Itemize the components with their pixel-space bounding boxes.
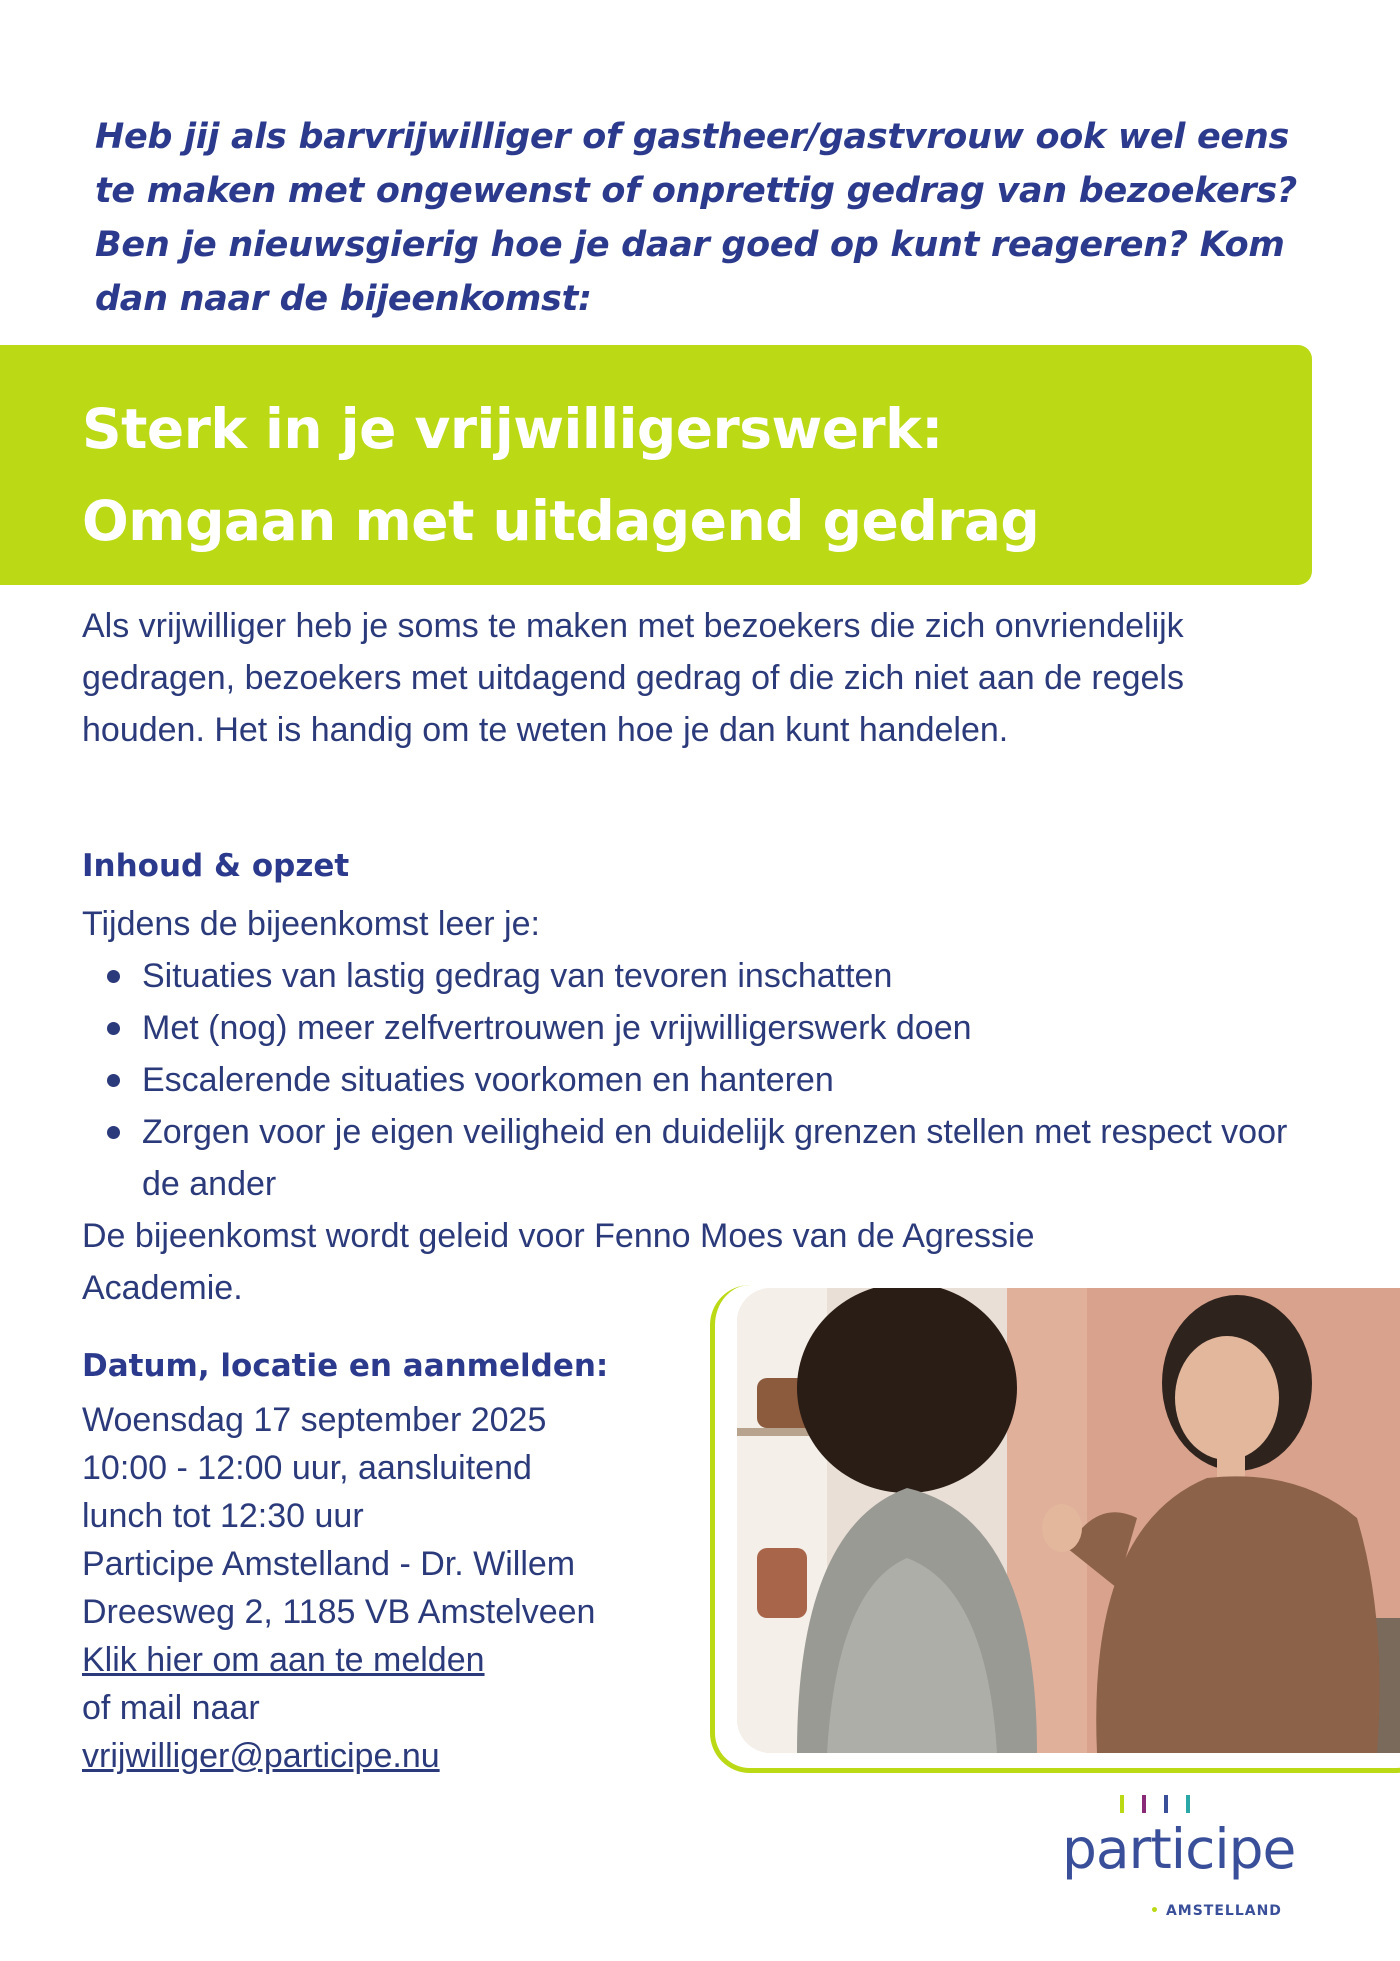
list-item [82, 1002, 1302, 1054]
photo-two-women-talking [737, 1288, 1400, 1753]
event-time-1: 10:00 - 12:00 uur, aansluitend [82, 1449, 532, 1487]
learning-list [82, 950, 1302, 1210]
logo-wordmark: participe [1062, 1817, 1296, 1881]
email-link[interactable]: vrijwilliger@participe.nu [82, 1737, 440, 1775]
intro-question: Heb jij als barvrijwilliger of gastheer/gastvrouw ook wel eens te maken met ongewenst of onprettig gedrag van bezoekers? Ben je nieuwsgierig hoe je daar goed op kunt reageren? Kom dan naar de bijeenkomst: [95, 117, 1297, 319]
inhoud-heading: Inhoud & opzet [82, 848, 350, 884]
logo-bars [1120, 1795, 1208, 1817]
datum-details [82, 1396, 742, 1780]
list-item-text: Escalerende situaties voorkomen en hanteren [142, 1061, 834, 1099]
logo-bar [1164, 1795, 1168, 1813]
event-location-2: Dreesweg 2, 1185 VB Amstelveen [82, 1593, 596, 1631]
list-item [82, 1106, 1302, 1210]
event-time-2: lunch tot 12:30 uur [82, 1497, 364, 1535]
bullet-icon [107, 1074, 120, 1087]
logo-subtitle: • AMSTELLAND [1150, 1903, 1282, 1919]
logo-subtitle-text: AMSTELLAND [1165, 1903, 1282, 1919]
bullet-icon [107, 1022, 120, 1035]
bullet-icon [107, 970, 120, 983]
mail-lead: of mail naar [82, 1689, 260, 1727]
list-item-text: Met (nog) meer zelfvertrouwen je vrijwilligerswerk doen [142, 1009, 972, 1047]
signup-link[interactable]: Klik hier om aan te melden [82, 1641, 485, 1679]
list-item-text: Situaties van lastig gedrag van tevoren inschatten [142, 957, 893, 995]
banner-title-line2: Omgaan met uitdagend gedrag [82, 489, 1040, 553]
logo-bar [1186, 1795, 1190, 1813]
event-location-1: Participe Amstelland - Dr. Willem [82, 1545, 576, 1583]
datum-heading: Datum, locatie en aanmelden: [82, 1348, 609, 1384]
logo-bar [1120, 1795, 1124, 1813]
logo-bar [1142, 1795, 1146, 1813]
intro-paragraph: Als vrijwilliger heb je soms te maken met bezoekers die zich onvriendelijk gedragen, bezoekers met uitdagend gedrag of die zich niet aan de regels houden. Het is handig om te weten hoe je dan kunt handelen. [82, 607, 1184, 749]
event-date: Woensdag 17 september 2025 [82, 1401, 547, 1439]
inhoud-lead: Tijdens de bijeenkomst leer je: [82, 905, 540, 943]
facilitator-note: De bijeenkomst wordt geleid voor Fenno Moes van de Agressie Academie. [82, 1217, 1035, 1307]
bullet-icon [107, 1126, 120, 1139]
list-item [82, 1054, 1302, 1106]
banner-title-line1: Sterk in je vrijwilligerswerk: [82, 397, 943, 461]
banner-title [82, 383, 1302, 567]
list-item-text: Zorgen voor je eigen veiligheid en duidelijk grenzen stellen met respect voor de ander [142, 1113, 1288, 1203]
list-item [82, 950, 1302, 1002]
participe-logo [1060, 1795, 1300, 1945]
